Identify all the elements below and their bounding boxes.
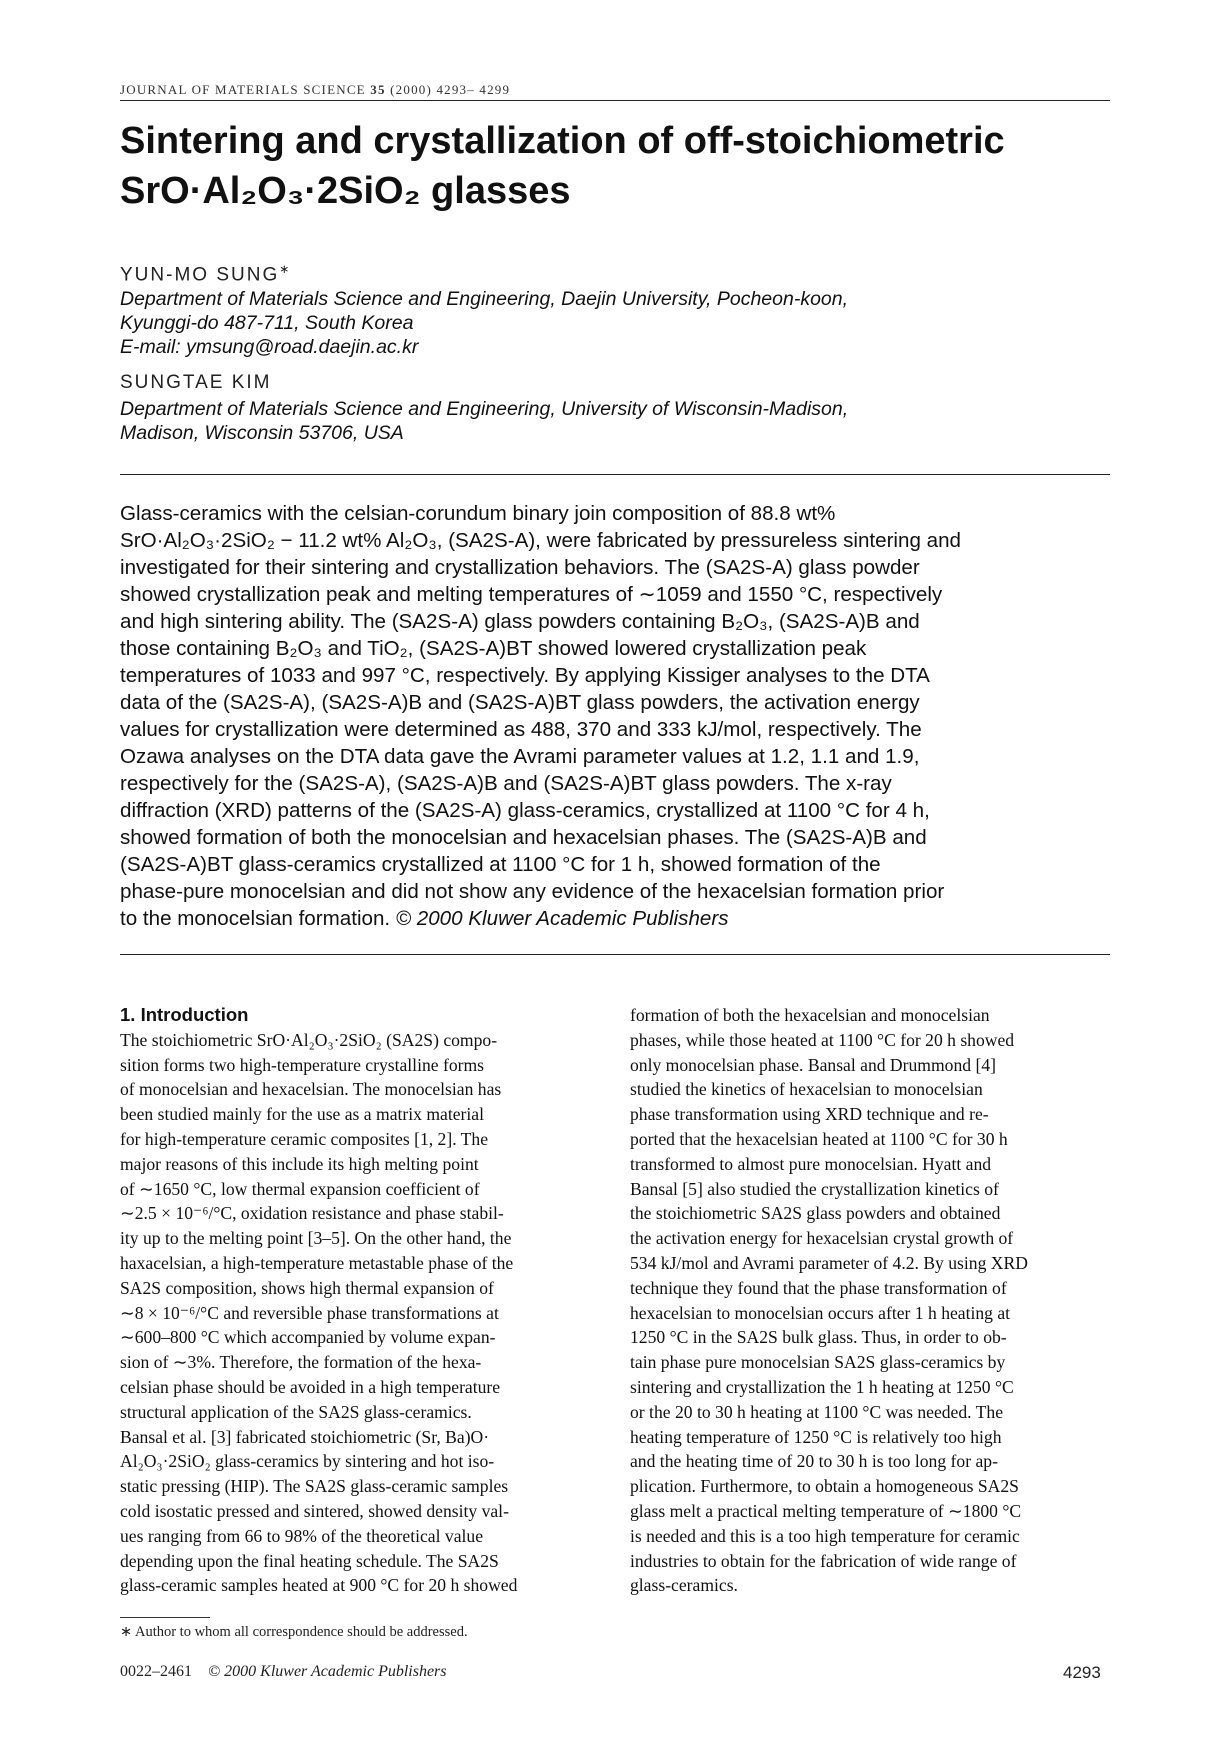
body-line: glass-ceramics. — [630, 1575, 738, 1596]
abstract-line: those containing B₂O₃ and TiO₂, (SA2S-A)BT showed lowered crystallization peak — [120, 637, 867, 660]
body-line: sition forms two high-temperature crystalline forms — [120, 1054, 485, 1075]
journal-volume: 35 — [370, 82, 386, 97]
body-line: Bansal [5] also studied the crystallization kinetics of — [630, 1178, 999, 1199]
footnote: ∗ Author to whom all correspondence should be addressed. — [120, 1624, 468, 1640]
abstract-line: diffraction (XRD) patterns of the (SA2S-A) glass-ceramics, crystallized at 1100 °C for 4 h, — [120, 799, 930, 822]
abstract-bottom-rule — [120, 954, 1110, 955]
body-line: is needed and this is a too high temperature for ceramic — [630, 1525, 1020, 1546]
intro-right-column — [630, 1003, 1106, 1598]
body-line: 1250 °C in the SA2S bulk glass. Thus, in order to ob- — [630, 1327, 1007, 1348]
body-line: the stoichiometric SA2S glass powders and obtained — [630, 1203, 1001, 1224]
body-line: ∼600–800 °C which accompanied by volume expan- — [120, 1327, 496, 1348]
body-line: ity up to the melting point [3–5]. On the other hand, the — [120, 1228, 512, 1249]
body-line: sion of ∼3%. Therefore, the formation of the hexa- — [120, 1352, 482, 1373]
body-line: for high-temperature ceramic composites [1, 2]. The — [120, 1128, 489, 1149]
body-line: static pressing (HIP). The SA2S glass-ceramic samples — [120, 1476, 509, 1497]
footnote-rule — [120, 1617, 210, 1618]
body-line: ∼2.5 × 10⁻⁶/°C, oxidation resistance and phase stabil- — [120, 1203, 504, 1224]
abstract-last-line — [120, 905, 1115, 932]
journal-header — [120, 82, 1110, 98]
body-line: glass-ceramic samples heated at 900 °C for 20 h showed — [120, 1575, 518, 1596]
page-number: 4293 — [1063, 1663, 1101, 1682]
abstract-line: temperatures of 1033 and 997 °C, respectively. By applying Kissiger analyses to the DTA — [120, 664, 930, 687]
body-line: technique they found that the phase transformation of — [630, 1277, 1007, 1298]
body-line: been studied mainly for the use as a matrix material — [120, 1104, 484, 1125]
footer-left — [120, 1663, 447, 1681]
abstract-line: investigated for their sintering and crystallization behaviors. The (SA2S-A) glass powder — [120, 556, 920, 579]
abstract-line: SrO·Al₂O₃·2SiO₂ − 11.2 wt% Al₂O₃, (SA2S-A), were fabricated by pressureless sintering and — [120, 529, 961, 552]
abstract-copyright: © 2000 Kluwer Academic Publishers — [395, 907, 729, 930]
body-line: of monocelsian and hexacelsian. The monocelsian has — [120, 1079, 502, 1100]
footer-copyright: © 2000 Kluwer Academic Publishers — [208, 1663, 447, 1680]
body-line: of ∼1650 °C, low thermal expansion coefficient of — [120, 1178, 480, 1199]
body-line: heating temperature of 1250 °C is relatively too high — [630, 1426, 1002, 1447]
body-line: The stoichiometric SrO·Al₂O₃·2SiO₂ (SA2S) compo- — [120, 1029, 498, 1050]
abstract — [120, 500, 1115, 932]
body-line: sintering and crystallization the 1 h heating at 1250 °C — [630, 1376, 1014, 1397]
body-line: Bansal et al. [3] fabricated stoichiometric (Sr, Ba)O· — [120, 1426, 490, 1447]
body-line: major reasons of this include its high melting point — [120, 1153, 479, 1174]
body-line: cold isostatic pressed and sintered, showed density val- — [120, 1500, 509, 1521]
journal-year-pages: (2000) 4293– 4299 — [390, 82, 511, 97]
abstract-top-rule — [120, 474, 1110, 475]
body-line: only monocelsian phase. Bansal and Drummond [4] — [630, 1054, 996, 1075]
body-line: industries to obtain for the fabrication of wide range of — [630, 1550, 1017, 1571]
abstract-line: showed formation of both the monocelsian and hexacelsian phases. The (SA2S-A)B and — [120, 826, 927, 849]
body-line: haxacelsian, a high-temperature metastable phase of the — [120, 1252, 514, 1273]
body-line: studied the kinetics of hexacelsian to monocelsian — [630, 1079, 983, 1100]
affiliation-line: Department of Materials Science and Engineering, Daejin University, Pocheon-koon, — [120, 288, 849, 310]
body-line: the activation energy for hexacelsian crystal growth of — [630, 1228, 1014, 1249]
title-line-1: Sintering and crystallization of off-stoichiometric — [120, 120, 1005, 162]
affiliation-line: Kyunggi-do 487-711, South Korea — [120, 312, 414, 334]
abstract-line: data of the (SA2S-A), (SA2S-A)B and (SA2S-A)BT glass powders, the activation energy — [120, 691, 920, 714]
author-1-name-text: YUN-MO SUNG — [120, 264, 280, 286]
abstract-line: phase-pure monocelsian and did not show any evidence of the hexacelsian formation prior — [120, 880, 945, 903]
abstract-line: values for crystallization were determined as 488, 370 and 333 kJ/mol, respectively. The — [120, 718, 922, 741]
body-line: glass melt a practical melting temperature of ∼1800 °C — [630, 1500, 1022, 1521]
body-line: tain phase pure monocelsian SA2S glass-ceramics by — [630, 1352, 1006, 1373]
body-line: phases, while those heated at 1100 °C for 20 h showed — [630, 1029, 1015, 1050]
abstract-line: and high sintering ability. The (SA2S-A) glass powders containing B₂O₃, (SA2S-A)B and — [120, 610, 920, 633]
abstract-line: showed crystallization peak and melting temperatures of ∼1059 and 1550 °C, respectively — [120, 583, 943, 606]
affiliation-line: Madison, Wisconsin 53706, USA — [120, 422, 404, 444]
body-line: ported that the hexacelsian heated at 1100 °C for 30 h — [630, 1128, 1008, 1149]
body-line: hexacelsian to monocelsian occurs after 1 h heating at — [630, 1302, 1011, 1323]
abstract-line: respectively for the (SA2S-A), (SA2S-A)B and (SA2S-A)BT glass powders. The x-ray — [120, 772, 892, 795]
footer-issn: 0022–2461 — [120, 1663, 192, 1680]
body-line: depending upon the final heating schedule. The SA2S — [120, 1550, 499, 1571]
body-line: Al₂O₃·2SiO₂ glass-ceramics by sintering and hot iso- — [120, 1451, 495, 1472]
body-line: formation of both the hexacelsian and monocelsian — [630, 1005, 990, 1025]
affiliation-line: Department of Materials Science and Engineering, University of Wisconsin-Madison, — [120, 398, 849, 420]
abstract-line: Glass-ceramics with the celsian-corundum binary join composition of 88.8 wt% — [120, 502, 836, 525]
author-1-affiliation — [120, 287, 1110, 359]
body-line: or the 20 to 30 h heating at 1100 °C was needed. The — [630, 1401, 1003, 1422]
section-heading: 1. Introduction — [120, 1004, 249, 1025]
title-line-2: SrO·Al₂O₃·2SiO₂ glasses — [120, 170, 571, 212]
body-line: and the heating time of 20 to 30 h is too long for ap- — [630, 1451, 998, 1472]
abstract-line: (SA2S-A)BT glass-ceramics crystallized at 1100 °C for 1 h, showed formation of the — [120, 853, 881, 876]
body-line: ues ranging from 66 to 98% of the theoretical value — [120, 1525, 483, 1546]
author-1-email: E-mail: ymsung@road.daejin.ac.kr — [120, 336, 419, 358]
author-1-name — [120, 262, 291, 286]
body-line: 534 kJ/mol and Avrami parameter of 4.2. By using XRD — [630, 1252, 1028, 1273]
intro-left-column — [120, 1003, 596, 1598]
body-line: plication. Furthermore, to obtain a homogeneous SA2S — [630, 1476, 1019, 1497]
abstract-line: to the monocelsian formation. — [120, 907, 396, 930]
author-2-affiliation — [120, 397, 1110, 445]
body-line: transformed to almost pure monocelsian. Hyatt and — [630, 1153, 992, 1174]
author-1-marker: ∗ — [279, 262, 292, 276]
paper-title — [120, 116, 1120, 216]
body-line: structural application of the SA2S glass-ceramics. — [120, 1401, 472, 1422]
body-line: celsian phase should be avoided in a high temperature — [120, 1376, 501, 1397]
header-rule — [120, 100, 1110, 101]
body-line: SA2S composition, shows high thermal expansion of — [120, 1277, 494, 1298]
abstract-line: Ozawa analyses on the DTA data gave the Avrami parameter values at 1.2, 1.1 and 1.9, — [120, 745, 920, 768]
author-2-name: SUNGTAE KIM — [120, 372, 272, 393]
journal-name: JOURNAL OF MATERIALS SCIENCE — [120, 82, 366, 97]
body-line: ∼8 × 10⁻⁶/°C and reversible phase transformations at — [120, 1302, 499, 1323]
body-line: phase transformation using XRD technique and re- — [630, 1104, 989, 1125]
